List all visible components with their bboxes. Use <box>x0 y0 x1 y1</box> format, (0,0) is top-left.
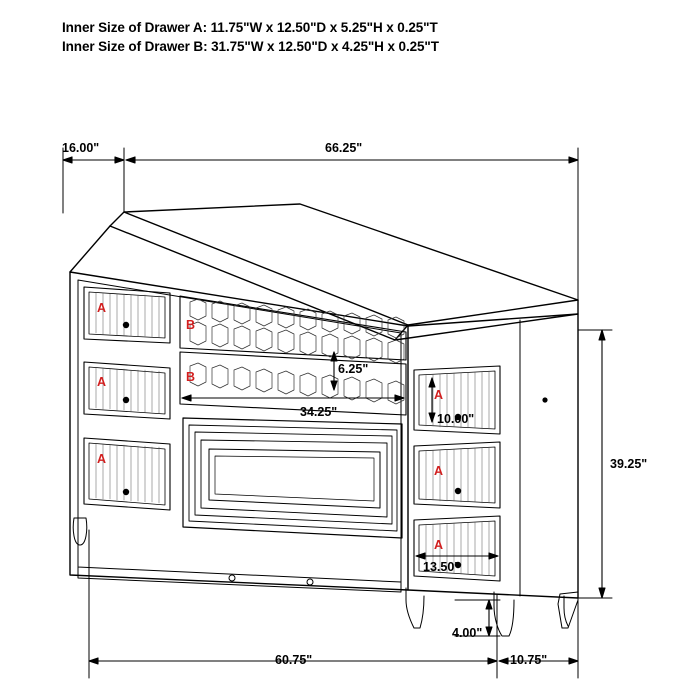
dim-width-top: 66.25" <box>325 141 363 155</box>
drawer-label-b-top: B <box>186 318 196 332</box>
dim-inner-a-right-height: 10.00" <box>437 412 475 426</box>
drawer-label-a-left-3: A <box>97 452 107 466</box>
drawer-label-a-left-1: A <box>97 301 107 315</box>
dim-depth-top-left: 16.00" <box>62 141 100 155</box>
dim-width-bottom: 60.75" <box>275 653 313 667</box>
dim-leg-height: 4.00" <box>452 626 483 640</box>
drawer-label-a-left-2: A <box>97 375 107 389</box>
drawer-a-note: Inner Size of Drawer A: 11.75"W x 12.50"D x 5.25"H x 0.25"T <box>62 20 438 35</box>
dim-depth-bottom-right: 10.75" <box>510 653 548 667</box>
dim-inner-b-width: 34.25" <box>300 405 338 419</box>
dim-inner-a-right-width: 13.50" <box>423 560 461 574</box>
drawer-label-a-right-3: A <box>434 538 444 552</box>
drawer-b-note: Inner Size of Drawer B: 31.75"W x 12.50"D x 4.25"H x 0.25"T <box>62 39 439 54</box>
dim-inner-b-height: 6.25" <box>338 362 369 376</box>
drawer-label-a-right-2: A <box>434 464 444 478</box>
drawer-label-b-bottom: B <box>186 370 196 384</box>
drawer-label-a-right-1: A <box>434 388 444 402</box>
dim-height-right: 39.25" <box>610 457 648 471</box>
